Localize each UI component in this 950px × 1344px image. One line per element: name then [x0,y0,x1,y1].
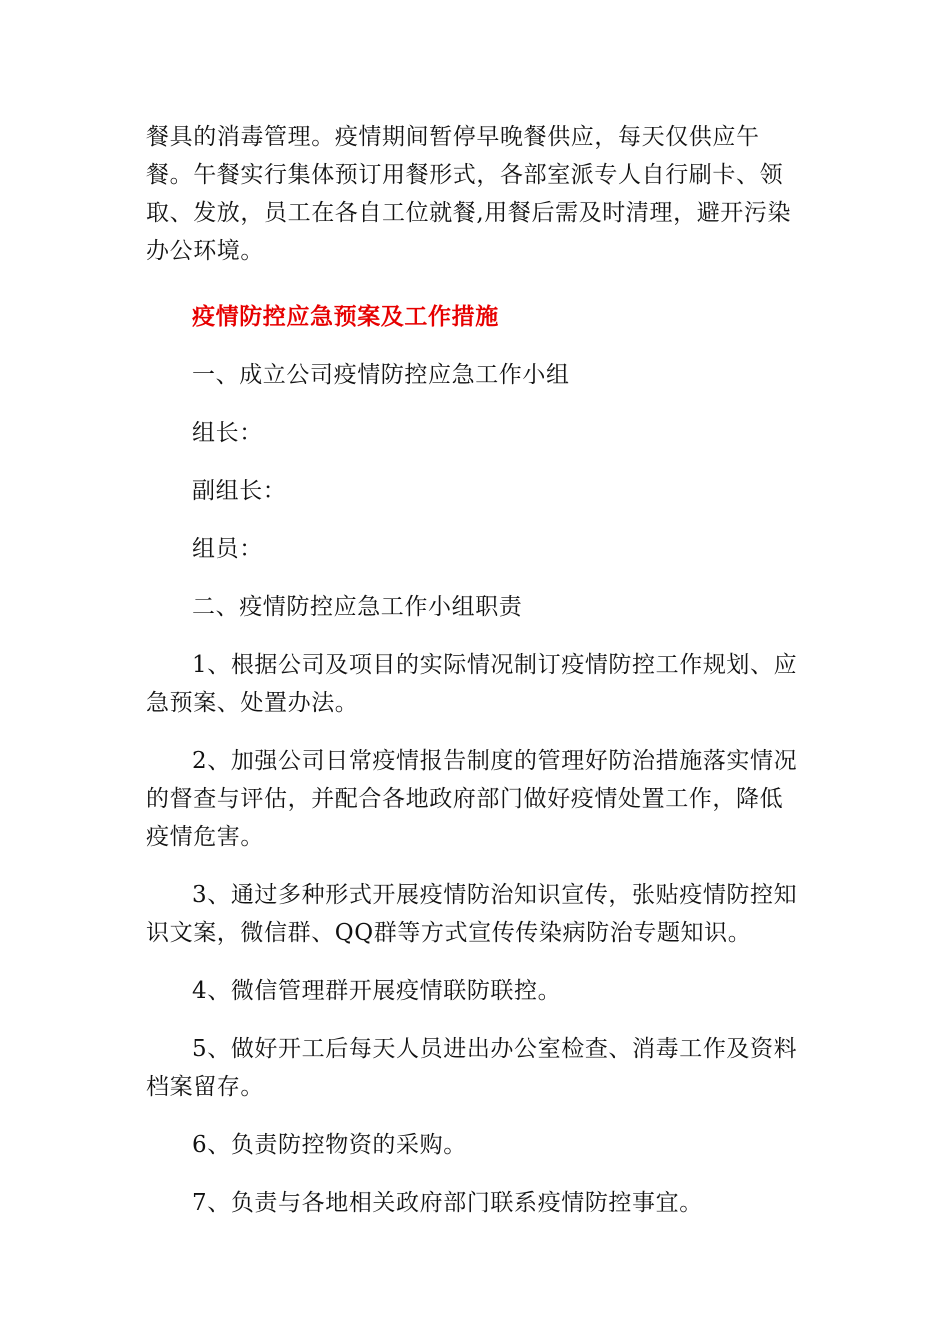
duty-item-2: 2、加强公司日常疫情报告制度的管理好防治措施落实情况的督查与评估，并配合各地政府部门做好疫情处置工作，降低疫情危害。 [146,748,798,850]
duty-item-5: 5、做好开工后每天人员进出办公室检查、消毒工作及资料档案留存。 [146,1036,798,1100]
members-line: 组员： [192,536,263,562]
section-heading: 疫情防控应急预案及工作措施 [192,303,499,330]
intro-paragraph: 餐具的消毒管理。疫情期间暂停早晚餐供应，每天仅供应午餐。午餐实行集体预订用餐形式，各部室派专人自行刷卡、领取、发放，员工在各自工位就餐,用餐后需及时清理，避开污染办公环境。 [146,124,792,264]
section-1-title: 一、成立公司疫情防控应急工作小组 [192,362,570,388]
section-2-title: 二、疫情防控应急工作小组职责 [192,594,523,620]
duty-item-3: 3、通过多种形式开展疫情防治知识宣传，张贴疫情防控知识文案，微信群、QQ群等方式宣传传染病防治专题知识。 [146,882,798,946]
duty-item-7: 7、负责与各地相关政府部门联系疫情防控事宜。 [192,1190,703,1216]
document-page [146,118,806,1222]
duty-item-6: 6、负责防控物资的采购。 [192,1132,467,1158]
deputy-leader-line: 副组长： [192,478,287,504]
leader-line: 组长： [192,420,263,446]
duty-item-1: 1、根据公司及项目的实际情况制订疫情防控工作规划、应急预案、处置办法。 [146,652,798,716]
duty-item-4: 4、微信管理群开展疫情联防联控。 [192,978,562,1004]
